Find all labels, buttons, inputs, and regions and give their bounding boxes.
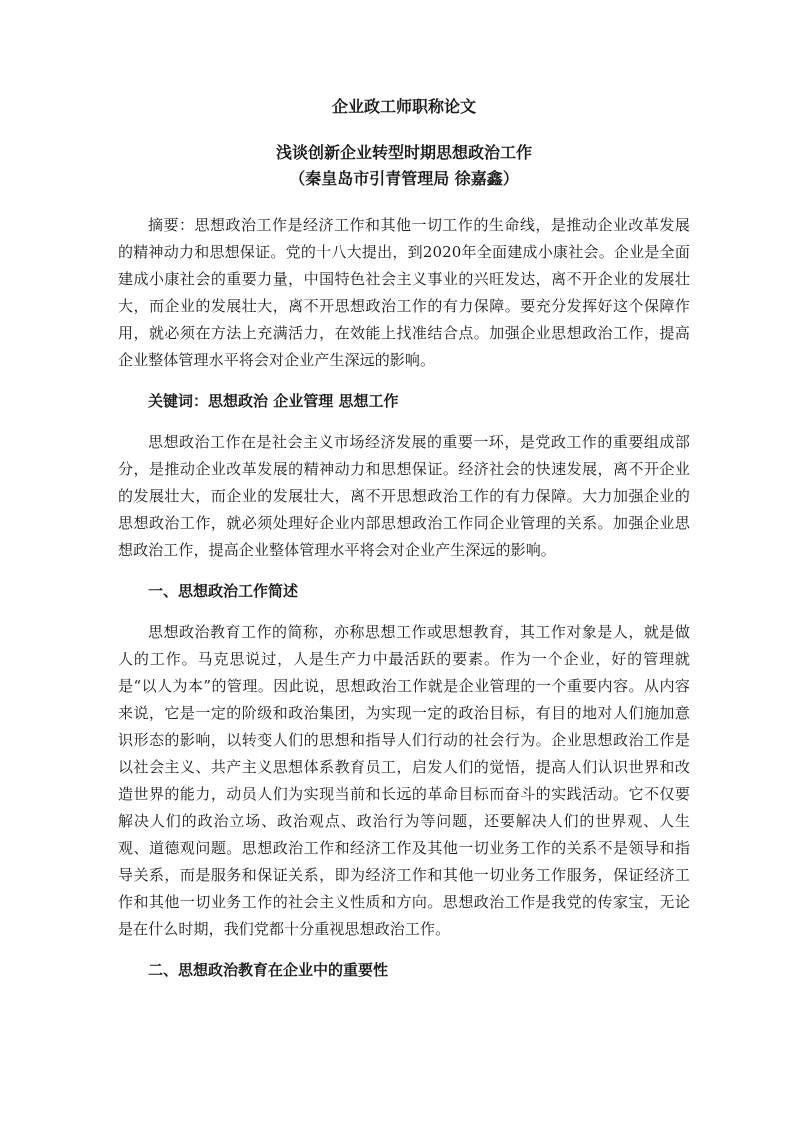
paper-title: 浅谈创新企业转型时期思想政治工作 [275,143,532,162]
section-heading-2: 二、思想政治教育在企业中的重要性 [148,961,389,979]
document-page [118,96,690,998]
document-type-title: 企业政工师职称论文 [331,97,476,116]
section-1-paragraph: 思想政治教育工作的简称，亦称思想工作或思想教育，其工作对象是人，就是做人的工作。马克思说过，人是生产力中最活跃的要素。作为一个企业，好的管理就是“以人为本”的管理。因此说，思想政治工作就是企业管理的一个重要内容。从内容来说，它是一定的阶级和政治集团，为实现一定的政治目标，有目的地对人们施加意识形态的影响，以转变人们的思想和指导人们行动的社会行为。企业思想政治工作是以社会主义、共产主义思想体系教育员工，启发人们的觉悟，提高人们认识世界和改造世界的能力，动员人们为实现当前和长远的革命目标而奋斗的实践活动。它不仅要解决人们的政治立场、政治观点、政治行为等问题，还要解决人们的世界观、人生观、道德观问题。思想政治工作和经济工作及其他一切业务工作的关系不是领导和指导关系，而是服务和保证关系，即为经济工作和其他一切业务工作服务，保证经济工作和其他一切业务工作的社会主义性质和方向。思想政治工作是我党的传家宝，无论是在什么时期，我们党都十分重视思想政治工作。 [118,623,690,938]
abstract-paragraph: 摘要：思想政治工作是经济工作和其他一切工作的生命线，是推动企业改革发展的精神动力和思想保证。党的十八大提出，到2020年全面建成小康社会。企业是全面建成小康社会的重要力量，中国特色社会主义事业的兴旺发达，离不开企业的发展壮大，而企业的发展壮大，离不开思想政治工作的有力保障。要充分发挥好这个保障作用，就必须在方法上充满活力，在效能上找准结合点。加强企业思想政治工作，提高企业整体管理水平将会对企业产生深远的影响。 [118,216,690,369]
author-line: （秦皇岛市引青管理局 徐嘉鑫） [289,169,519,188]
keywords-line: 关键词：思想政治 企业管理 思想工作 [148,392,399,410]
section-heading-1: 一、思想政治工作简述 [148,582,299,600]
intro-paragraph: 思想政治工作在是社会主义市场经济发展的重要一环，是党政工作的重要组成部分，是推动企业改革发展的精神动力和思想保证。经济社会的快速发展，离不开企业的发展壮大，而企业的发展壮大，离不开思想政治工作的有力保障。大力加强企业的思想政治工作，就必须处理好企业内部思想政治工作同企业管理的关系。加强企业思想政治工作，提高企业整体管理水平将会对企业产生深远的影响。 [118,433,690,559]
